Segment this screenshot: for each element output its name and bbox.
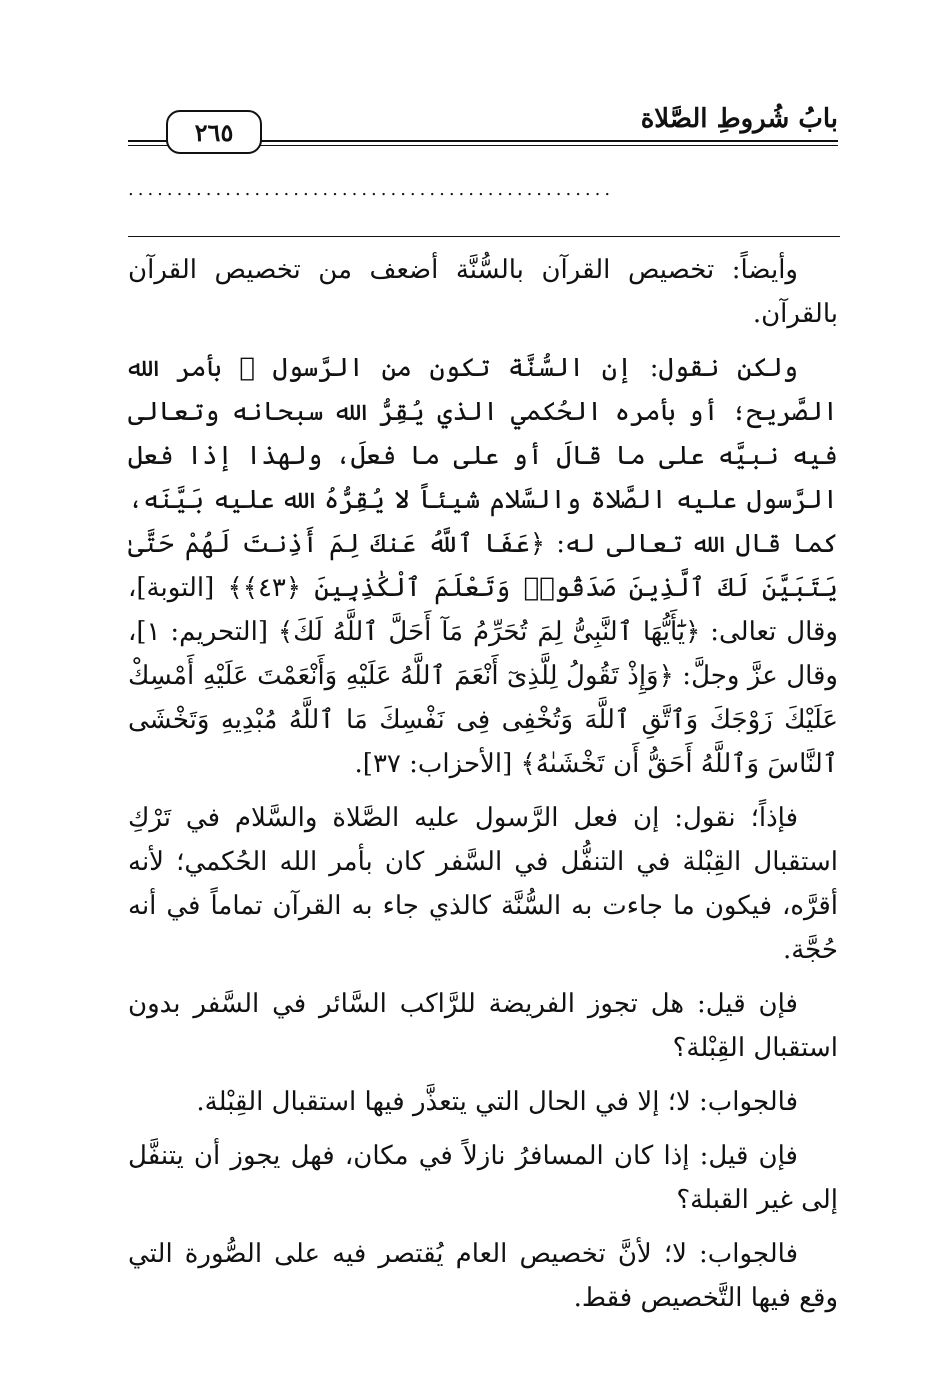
page-header [128, 100, 838, 160]
paragraph-3: فإذاً؛ نقول: إن فعل الرَّسول عليه الصَّلاة والسَّلام في تَرْكِ استقبال القِبْلة في التنفُّل في السَّفر كان بأمر الله الحُكمي؛ لأنه أقرَّه، فيكون ما جاءت به السُّنَّة كالذي جاء به القرآن تماماً في أنه حُجَّة. [128, 803, 838, 965]
paragraph-6: فإن قيل: إذا كان المسافرُ نازلاً في مكان، فهل يجوز أن يتنفَّل إلى غير القبلة؟ [128, 1141, 838, 1215]
paragraph-1: وأيضاً: تخصيص القرآن بالسُّنَّة أضعف من تخصيص القرآن بالقرآن. [128, 255, 838, 329]
dotted-separator: .................................................. [128, 180, 615, 200]
chapter-title: بابُ شُروطِ الصَّلاة [640, 104, 838, 134]
body-text [128, 248, 838, 1330]
footnote-separator [128, 236, 840, 237]
page-number: ٢٦٥ [166, 110, 262, 154]
paragraph-5: فالجواب: لا؛ إلا في الحال التي يتعذَّر فيها استقبال القِبْلة. [196, 1087, 798, 1117]
paragraph-2: ولكن نقول: إن السُّنَّة تكون من الرَّسول ﷺ بأمر الله الصَّريح؛ أو بأمره الحُكمي الذي يُقِرُّ الله سبحانه وتعالى فيه نبيَّه على ما قالَ أو على ما فعلَ، ولهذا إذا فعل الرَّسول عليه الصَّلاة والسَّلام شيئاً لا يُقِرُّهُ الله عليه بَيَّنَه، كما قال الله تعالى له: ﴿عَفَا ٱللَّهُ عَنكَ لِمَ أَذِنتَ لَهُمْ حَتَّىٰ يَتَبَيَّنَ لَكَ ٱلَّذِينَ صَدَقُوا۟ وَتَعْلَمَ ٱلْكَٰذِبِينَ ﴿٤٣﴾﴾ [التوبة]، وقال تعالى: ﴿يَٰٓأَيُّهَا ٱلنَّبِىُّ لِمَ تُحَرِّمُ مَآ أَحَلَّ ٱللَّهُ لَكَ﴾ [التحريم: ١]، وقال عزَّ وجلَّ: ﴿وَإِذْ تَقُولُ لِلَّذِىٓ أَنْعَمَ ٱللَّهُ عَلَيْهِ وَأَنْعَمْتَ عَلَيْهِ أَمْسِكْ عَلَيْكَ زَوْجَكَ وَٱتَّقِ ٱللَّهَ وَتُخْفِى فِى نَفْسِكَ مَا ٱللَّهُ مُبْدِيهِ وَتَخْشَى ٱلنَّاسَ وَٱللَّهُ أَحَقُّ أَن تَخْشَىٰهُ﴾ [الأحزاب: ٣٧]. [128, 353, 838, 779]
paragraph-4: فإن قيل: هل تجوز الفريضة للرَّاكب السَّائر في السَّفر بدون استقبال القِبْلة؟ [128, 989, 838, 1063]
paragraph-7: فالجواب: لا؛ لأنَّ تخصيص العام يُقتصر فيه على الصُّورة التي وقع فيها التَّخصيص فقط. [128, 1239, 838, 1313]
